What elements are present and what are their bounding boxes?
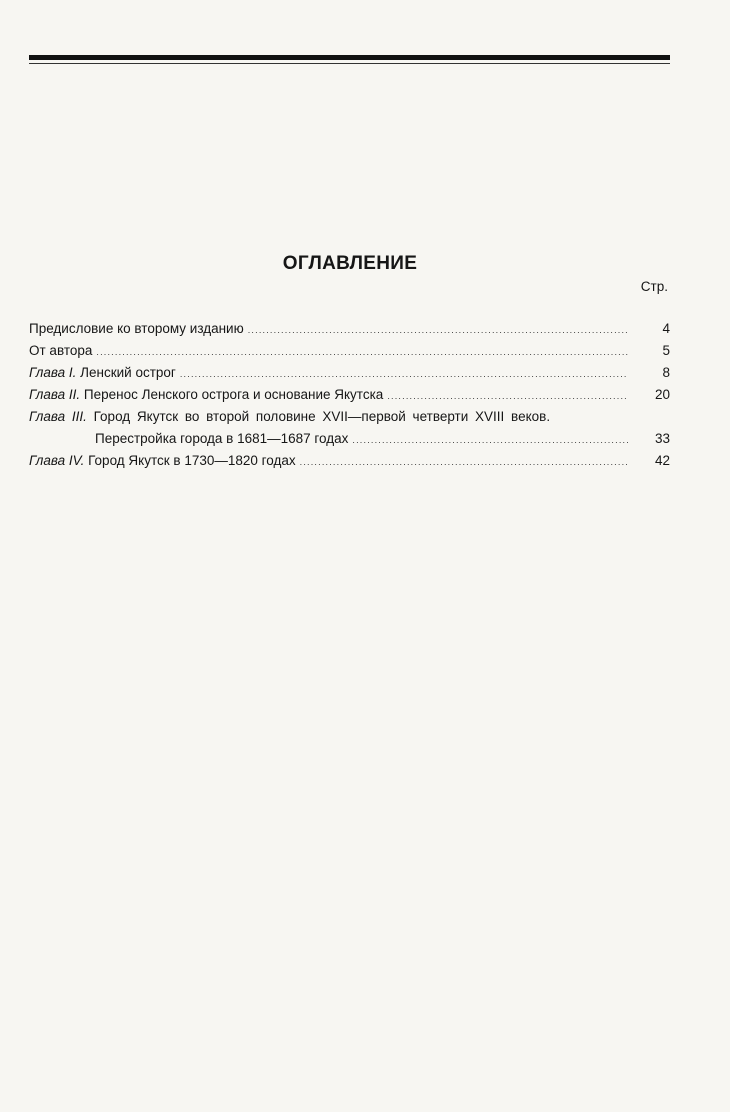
toc-entry-chapter-3[interactable] xyxy=(29,406,670,428)
pages-column-label: Стр. xyxy=(640,279,668,294)
header-rule-thick xyxy=(29,55,670,60)
dot-leader xyxy=(248,319,628,341)
toc-entry-page: 8 xyxy=(662,365,670,380)
chapter-title: Перенос Ленского острога и основание Якутска xyxy=(80,387,384,402)
toc-entry-page: 20 xyxy=(654,387,670,402)
toc-entry-page: 33 xyxy=(654,431,670,446)
chapter-label: Глава I. xyxy=(29,365,77,380)
dot-leader xyxy=(96,341,628,363)
toc-entry-chapter-1[interactable] xyxy=(29,362,670,384)
chapter-label: Глава IV. xyxy=(29,453,85,468)
toc-entry-page: 4 xyxy=(662,321,670,336)
toc-entry-preface[interactable] xyxy=(29,318,670,340)
toc-entry-title: Предисловие ко второму изданию xyxy=(29,321,244,336)
toc-entry-chapter-3-continuation[interactable] xyxy=(29,428,670,450)
chapter-label: Глава III. xyxy=(29,409,87,424)
toc-entry-page: 5 xyxy=(662,343,670,358)
dot-leader xyxy=(300,451,628,473)
page-title: ОГЛАВЛЕНИЕ xyxy=(282,253,418,274)
dot-leader xyxy=(387,385,628,407)
chapter-title: Город Якутск в 1730—1820 годах xyxy=(84,453,296,468)
chapter-title: Город Якутск во второй половине XVII—первой четверти XVIII веков. xyxy=(86,409,551,424)
chapter-title: Ленский острог xyxy=(76,365,176,380)
toc-entry-title xyxy=(29,362,176,384)
toc-entry-page: 42 xyxy=(654,453,670,468)
dot-leader xyxy=(352,429,628,451)
toc-entry-author[interactable] xyxy=(29,340,670,362)
toc-entry-chapter-4[interactable] xyxy=(29,450,670,472)
dot-leader xyxy=(180,363,628,385)
toc-entry-title xyxy=(29,450,296,472)
toc-entry-title xyxy=(29,384,383,406)
toc-entry-title: От автора xyxy=(29,343,93,358)
header-rule-thin xyxy=(29,63,670,64)
table-of-contents xyxy=(29,318,670,472)
chapter-title-continuation: Перестройка города в 1681—1687 годах xyxy=(95,431,349,446)
toc-entry-title xyxy=(29,409,550,424)
toc-entry-chapter-2[interactable] xyxy=(29,384,670,406)
chapter-label: Глава II. xyxy=(29,387,81,402)
